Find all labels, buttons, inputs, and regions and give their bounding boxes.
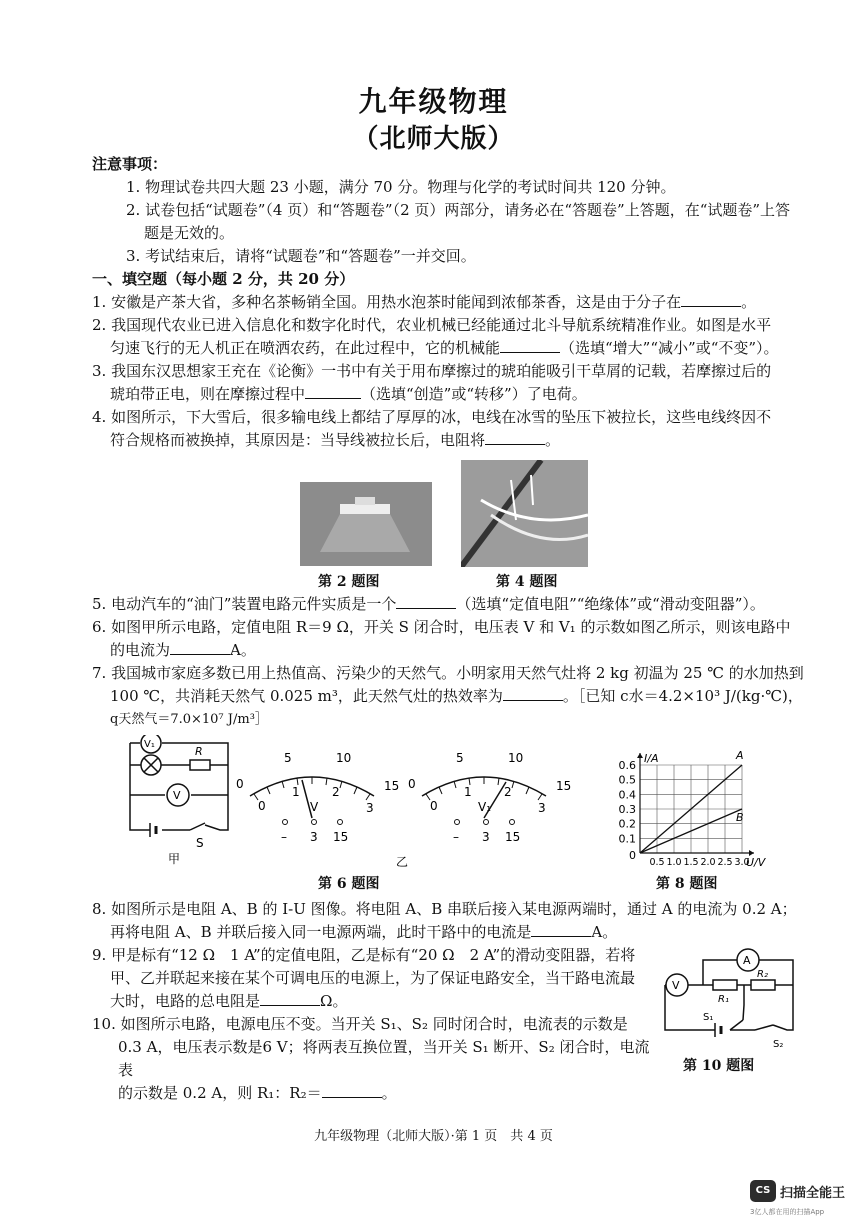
svg-text:5: 5 [284, 751, 292, 765]
camscanner-logo-icon: CS [750, 1180, 776, 1202]
svg-text:10: 10 [336, 751, 352, 765]
svg-text:15: 15 [556, 779, 572, 793]
iu-chart [610, 745, 770, 870]
notes-section [92, 153, 807, 268]
svg-text:0: 0 [258, 799, 266, 813]
series-label-A: A [736, 749, 744, 762]
label-jia: 甲 [168, 852, 181, 865]
watermark-name: 扫描全能王 [780, 1186, 846, 1201]
svg-text:S₁: S₁ [703, 1012, 714, 1023]
voltmeter-v1-dial [408, 751, 571, 844]
svg-text:V₁: V₁ [144, 739, 155, 750]
x-tick-label: 3.0 [734, 857, 750, 868]
y-tick-label: 0.6 [618, 759, 636, 772]
svg-text:0: 0 [236, 777, 244, 791]
question-2: 2. 我国现代农业已进入信息化和数字化时代，农业机械已经能通过北斗导航系统精准作业。如图是水平 [92, 316, 772, 334]
svg-text:A: A [743, 954, 751, 967]
series-label-B: B [736, 811, 744, 824]
question-8: 8. 如图所示是电阻 A、B 的 I-U 图像。将电阻 A、B 串联后接入某电源两端时，通过 A 的电流为 0.2 A； 再将电阻 A、B 并联后接入同一电源两端，此时干路中的电流是 A。 [92, 900, 797, 941]
notes-heading: 注意事项： [92, 155, 168, 173]
question-1: 1. 安徽是产茶大省，多种名茶畅销全国。用热水泡茶时能闻到浓郁茶香，这是由于分子在 。 [92, 293, 757, 311]
x-tick-label: 1.0 [666, 857, 682, 868]
powerline-photo [461, 460, 588, 567]
circuit-10 [655, 945, 805, 1055]
question-5: 5. 电动汽车的“油门”装置电路元件实质是一个 （选填“定值电阻”“绝缘体”或“滑动变阻器”）。 [92, 595, 765, 613]
label-yi: 乙 [396, 855, 409, 868]
svg-text:10: 10 [508, 751, 524, 765]
y-tick-label: 0.2 [618, 817, 636, 831]
svg-text:V: V [672, 979, 680, 992]
svg-text:0: 0 [408, 777, 416, 791]
page-title: 九年级物理 [358, 85, 509, 118]
y-tick-label: 0.3 [618, 803, 636, 816]
svg-text:–: – [281, 830, 287, 844]
question-6: 6. 如图甲所示电路，定值电阻 R＝9 Ω，开关 S 闭合时，电压表 V 和 V₁ 的示数如图乙所示，则该电路中 [92, 618, 791, 636]
fig6-caption: 第 6 题图 [318, 876, 380, 892]
page-footer: 九年级物理（北师大版）·第 1 页 共 4 页 [314, 1129, 553, 1144]
note-item: 1. 物理试卷共四大题 23 小题，满分 70 分。物理与化学的考试时间共 120 分钟。 [126, 178, 676, 196]
x-tick-label: 2.5 [717, 857, 733, 868]
note-item: 3. 考试结束后，请将“试题卷”和“答题卷”一并交回。 [126, 247, 476, 265]
drone-photo [300, 482, 432, 566]
svg-text:–: – [453, 830, 459, 844]
y-axis-label: I/A [644, 752, 659, 765]
circuit-jia [120, 735, 240, 865]
svg-text:V: V [173, 789, 181, 802]
powerline-image [461, 460, 588, 567]
x-tick-label: 0.5 [649, 857, 665, 868]
svg-text:0: 0 [430, 799, 438, 813]
svg-text:V: V [310, 800, 319, 814]
svg-text:15: 15 [384, 779, 400, 793]
svg-text:3: 3 [538, 801, 546, 815]
note-item: 2. 试卷包括“试题卷”（4 页）和“答题卷”（2 页）两部分，请务必在“答题卷”上答题，在“试题卷”上答 [126, 201, 791, 219]
x-tick-label: 1.5 [683, 857, 699, 868]
scanner-watermark [750, 1180, 860, 1220]
questions-1-4: 一、填空题（每小题 2 分，共 20 分） 1. 安徽是产茶大省，多种名茶畅销全国。用热水泡茶时能闻到浓郁茶香，这是由于分子在 。 2. 我国现代农业已进入信息化和数字化时代，农业机械已经能通过北斗导航系统精准作业。如图是水平 匀速飞行的无人机正在喷洒农药，在此过程中，它的机械能 （选填“增大”“减小”或“不变”）。 3. 我国东汉思想家王充在《论衡》一书中有关于用布摩擦过的琥珀能吸引干草屑的记载，若摩擦过后的 琥珀带正电，则在摩擦过程中 （选填“创造”或“转移”）了电荷。 4. 如图所示，下大雪后，很多输电线上都结了厚厚的冰，电线在冰雪的坠压下被拉长，这些电线终因不 符合规格而被换掉，其原因是：当导线被拉长后，电阻将 。 [92, 268, 807, 452]
y-axis-arrow [637, 753, 643, 758]
fig4-caption: 第 4 题图 [496, 574, 558, 590]
svg-text:S₂: S₂ [773, 1039, 784, 1050]
y-tick-label: 0.5 [618, 773, 636, 787]
question-9: 9. 甲是标有“12 Ω 1 A”的定值电阻，乙是标有“20 Ω 2 A”的滑动变阻器，若将 甲、乙并联起来接在某个可调电压的电源上，为了保证电路安全，当干路电流最 大时，电路的总电阻是 Ω。 [92, 946, 636, 1010]
question-3: 3. 我国东汉思想家王充在《论衡》一书中有关于用布摩擦过的琥珀能吸引干草屑的记载，若摩擦过后的 [92, 362, 772, 380]
drone-image [300, 482, 432, 566]
x-axis-label: U/V [746, 856, 766, 869]
question-10: 10. 如图所示电路，电源电压不变。当开关 S₁、S₂ 同时闭合时，电流表的示数是 0.3 A，电压表示数是6 V；将两表互换位置，当开关 S₁ 断开、S₂ 闭合时，电流表 的示数是 0.2 A，则 R₁：R₂＝ 。 [92, 1015, 650, 1102]
svg-text:15: 15 [333, 830, 349, 844]
svg-text:2: 2 [332, 785, 340, 799]
note-item: 题是无效的。 [144, 224, 235, 242]
y-tick-label: 0.1 [618, 832, 636, 846]
svg-text:1: 1 [464, 785, 472, 799]
svg-text:3: 3 [482, 830, 490, 844]
svg-text:R₂: R₂ [757, 969, 768, 980]
cut-off-header [300, 0, 560, 4]
fig8-caption: 第 8 题图 [656, 876, 718, 892]
svg-text:15: 15 [505, 830, 521, 844]
voltmeter-v-dial [236, 751, 399, 844]
watermark-sub: 3亿人都在用的扫描App [750, 1208, 825, 1216]
question-4: 4. 如图所示，下大雪后，很多输电线上都结了厚厚的冰，电线在冰雪的坠压下被拉长，这些电线终因不 [92, 408, 772, 426]
questions-5-7: 5. 电动汽车的“油门”装置电路元件实质是一个 （选填“定值电阻”“绝缘体”或“滑动变阻器”）。 6. 如图甲所示电路，定值电阻 R＝9 Ω，开关 S 闭合时，电压表 V 和 V₁ 的示数如图乙所示，则该电路中 的电流为 A。 7. 我国城市家庭多数已用上热值高、污染少的天然气。小明家用天然气灶将 2 kg 初温为 25 ℃ 的水加热到 100 ℃，共消耗天然气 0.025 m³，此天然气灶的热效率为 。［已知 c水＝4.2×10³ J/(kg·℃)， q天然气＝7.0×10⁷ J/m³］ [92, 593, 807, 731]
meters-yi [232, 748, 592, 868]
fig2-caption: 第 2 题图 [318, 574, 380, 590]
svg-text:S: S [196, 836, 204, 850]
svg-text:3: 3 [366, 801, 374, 815]
resistor-r1-icon [713, 980, 737, 990]
origin-label: 0 [629, 849, 636, 862]
svg-text:R₁: R₁ [718, 994, 729, 1005]
svg-text:R: R [195, 745, 203, 758]
section-heading: 一、填空题（每小题 2 分，共 20 分） [92, 270, 355, 288]
page-subtitle: （北师大版） [352, 124, 515, 154]
x-tick-label: 2.0 [700, 857, 716, 868]
svg-text:5: 5 [456, 751, 464, 765]
resistor-r2-icon [751, 980, 775, 990]
question-7: 7. 我国城市家庭多数已用上热值高、污染少的天然气。小明家用天然气灶将 2 kg 初温为 25 ℃ 的水加热到 [92, 664, 804, 682]
resistor-r-icon [190, 760, 210, 770]
svg-text:1: 1 [292, 785, 300, 799]
svg-text:3: 3 [310, 830, 318, 844]
y-tick-label: 0.4 [618, 788, 636, 802]
svg-text:V₁: V₁ [478, 800, 492, 814]
svg-text:2: 2 [504, 785, 512, 799]
fig10-caption: 第 10 题图 [683, 1058, 755, 1074]
